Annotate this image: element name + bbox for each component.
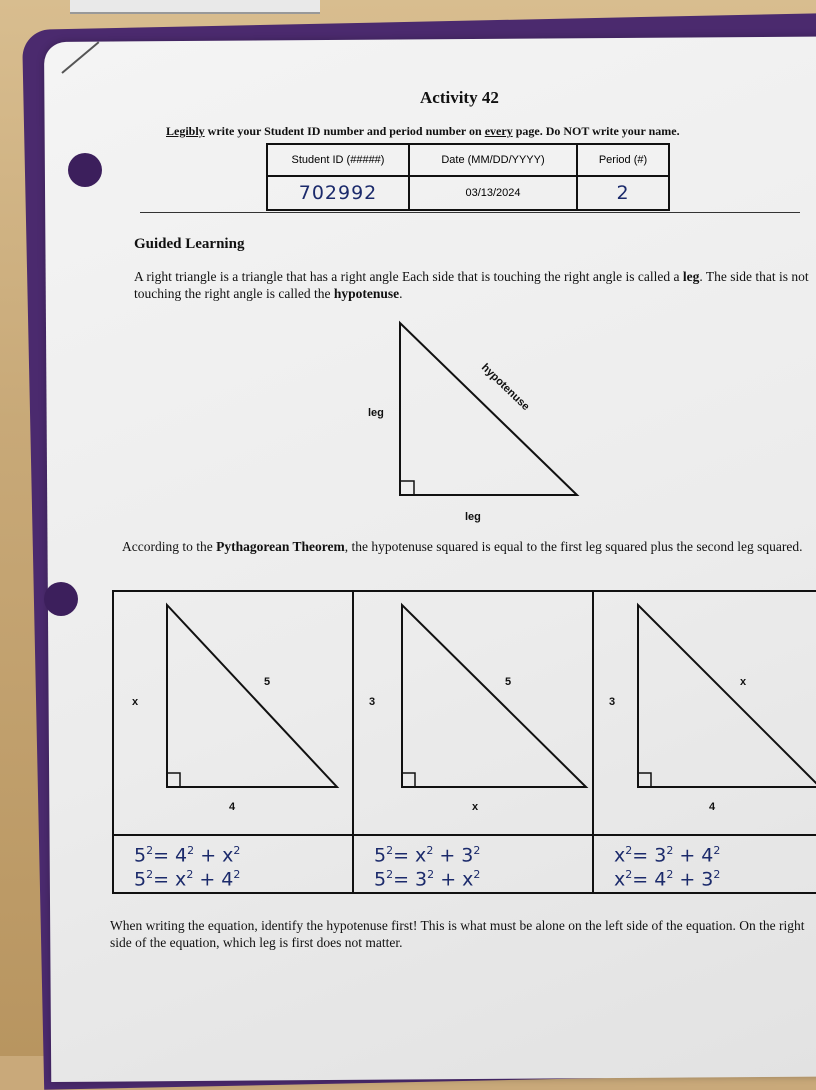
intro-text-2: . The side that is not touching the right angle is called the xyxy=(134,269,809,301)
example-3-equation-2[interactable]: $x^2= 4^2 + 3^2$ xyxy=(614,868,721,891)
student-id-value: 702992 xyxy=(298,182,378,204)
example-2-equation-2[interactable]: $5^2= 3^2 + x^2$ xyxy=(374,868,481,891)
student-id-table xyxy=(266,143,670,211)
instruction-text-2: page. Do NOT write your name. xyxy=(512,124,680,138)
instruction-text-1: write your Student ID number and period number on xyxy=(204,124,485,138)
example-1-left-label: x xyxy=(132,696,139,708)
hypotenuse-tip-paragraph: When writing the equation, identify the hypotenuse first! This is what must be alone on the left side of the equation. On the right side of the equation, which leg is first does not matter. xyxy=(110,918,805,950)
period-field[interactable] xyxy=(577,176,669,210)
example-2-hyp-label: 5 xyxy=(505,676,512,688)
intro-paragraph xyxy=(134,268,814,302)
instruction-word-legibly: Legibly xyxy=(166,124,205,138)
example-1-hyp-label: 5 xyxy=(264,676,271,688)
intro-leg-word: leg xyxy=(682,269,700,284)
example-triangles xyxy=(112,590,816,834)
header-student-id: Student ID (#####) xyxy=(267,144,409,176)
example-2-bottom-label: x xyxy=(472,801,479,813)
example-1-triangle xyxy=(132,605,337,813)
example-3-equation-1[interactable]: $x^2= 3^2 + 4^2$ xyxy=(614,844,721,867)
intro-text-1: A right triangle is a triangle that has a right angle Each side that is touching the right angle is called a xyxy=(134,269,683,284)
punch-hole-middle xyxy=(44,582,78,616)
theorem-text-1: According to the xyxy=(122,539,217,554)
grid-bottom-border xyxy=(112,892,816,894)
example-1-equation-1[interactable]: $5^2= 4^2 + x^2$ xyxy=(134,844,241,867)
diagram-bottom-leg-label: leg xyxy=(465,511,481,523)
example-1-bottom-label: 4 xyxy=(229,801,236,813)
diagram-left-leg-label: leg xyxy=(368,407,384,419)
example-3-bottom-label: 4 xyxy=(709,801,716,813)
examples-grid xyxy=(112,590,816,894)
header-date: Date (MM/DD/YYYY) xyxy=(409,144,577,176)
theorem-text-2: , the hypotenuse squared is equal to the first leg squared plus the second leg squared. xyxy=(344,539,803,554)
example-2-equation-1[interactable]: $5^2= x^2 + 3^2$ xyxy=(374,844,481,867)
activity-title: Activity 42 xyxy=(420,88,499,107)
grid-middle-border xyxy=(112,834,816,836)
instruction-line xyxy=(166,124,680,139)
section-heading: Guided Learning xyxy=(134,236,245,252)
example-3-hyp-label: x xyxy=(740,676,747,688)
theorem-paragraph xyxy=(122,538,816,555)
student-id-field[interactable] xyxy=(267,176,409,210)
intro-text-3: . xyxy=(399,286,403,301)
example-3-triangle xyxy=(609,605,816,813)
date-field[interactable]: 03/13/2024 xyxy=(409,176,577,210)
header-period: Period (#) xyxy=(577,144,669,176)
example-2-triangle xyxy=(369,605,586,813)
example-3-left-label: 3 xyxy=(609,696,616,708)
diagram-triangle xyxy=(400,323,577,495)
instruction-word-every: every xyxy=(484,124,513,138)
diagram-hypotenuse-label: hypotenuse xyxy=(478,361,532,414)
background-card xyxy=(70,0,320,14)
theorem-name: Pythagorean Theorem xyxy=(216,539,345,554)
punch-hole-top xyxy=(68,153,102,187)
right-triangle-diagram xyxy=(355,318,595,528)
intro-hyp-word: hypotenuse xyxy=(333,286,400,301)
period-value: 2 xyxy=(616,182,630,204)
right-angle-marker xyxy=(400,481,414,495)
divider-line xyxy=(140,212,800,213)
example-2-left-label: 3 xyxy=(369,696,376,708)
example-1-equation-2[interactable]: $5^2= x^2 + 4^2$ xyxy=(134,868,241,891)
